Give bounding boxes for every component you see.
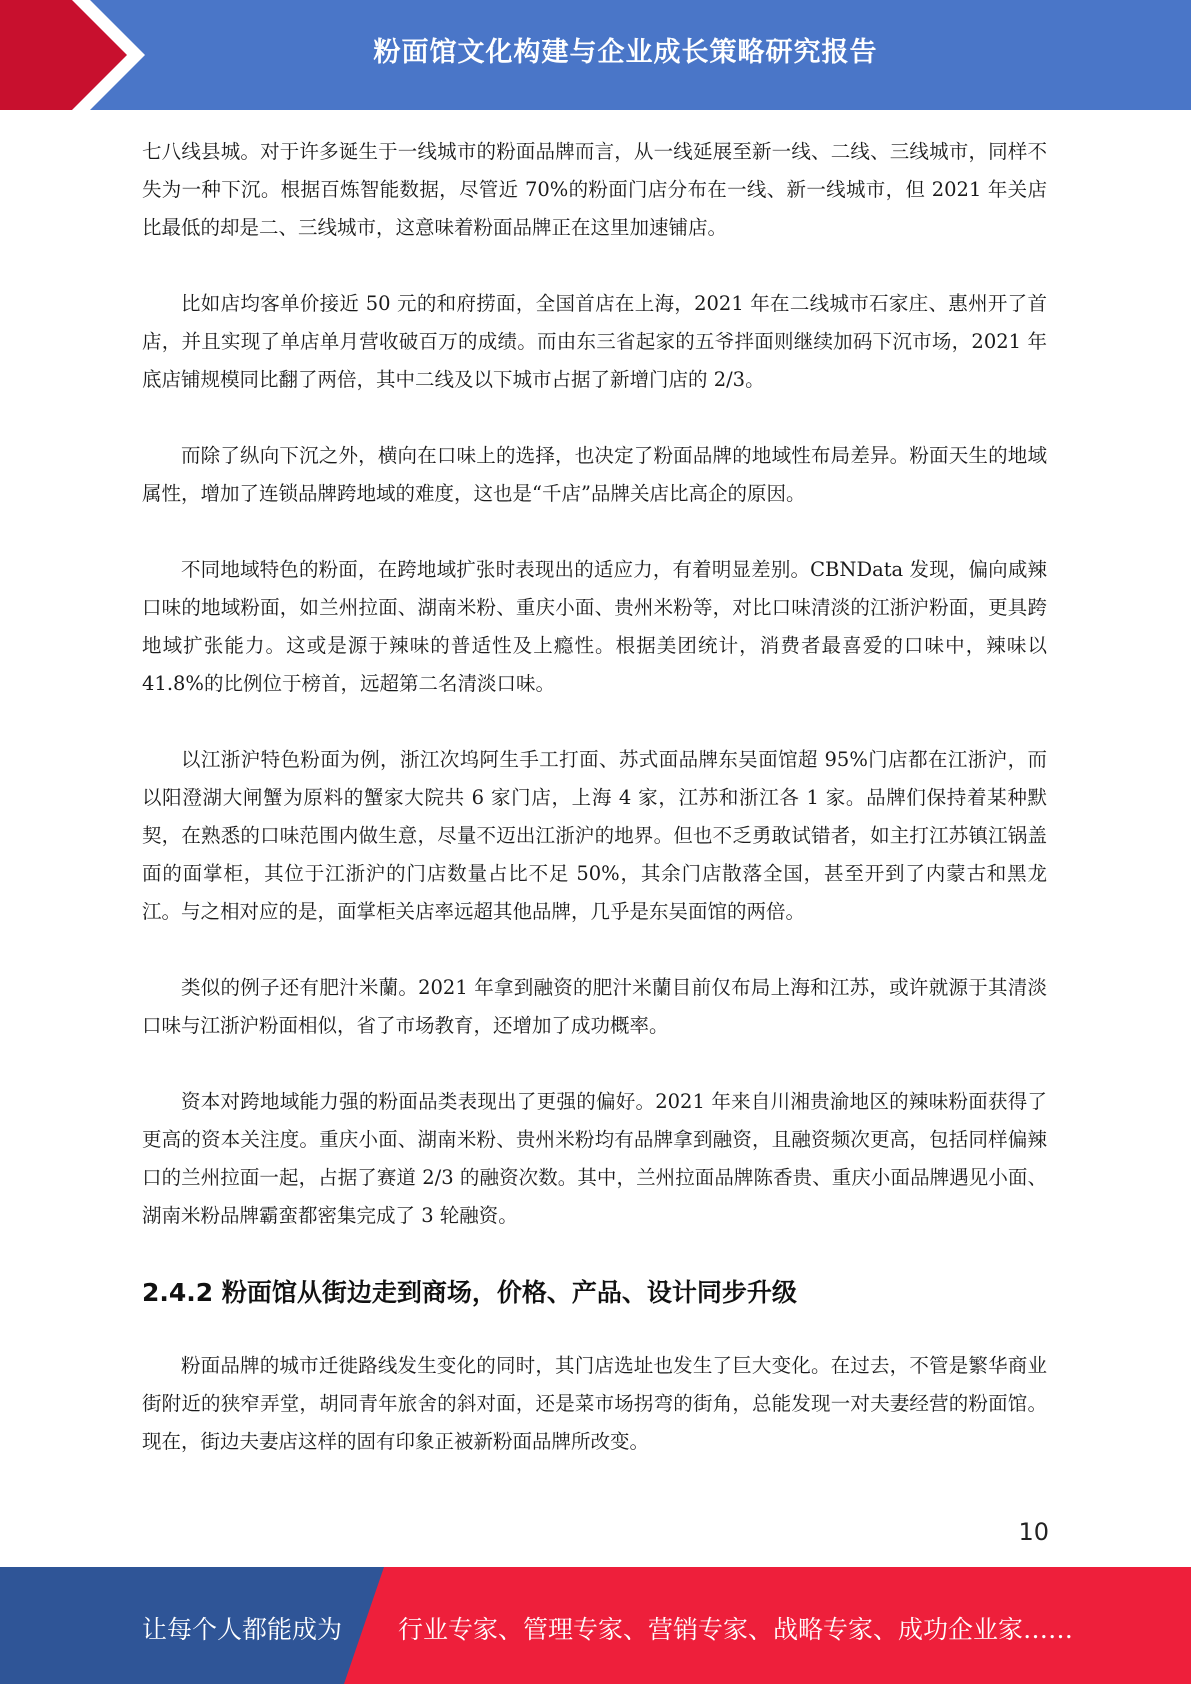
footer-slogan-left: 让每个人都能成为 [142, 1615, 343, 1644]
body-paragraph-1: 七八线县城。对于许多诞生于一线城市的粉面品牌而言，从一线延展至新一线、二线、三线城市，同样不失为一种下沉。根据百炼智能数据，尽管近 70%的粉面门店分布在一线、新一线城市，但 2021 年关店比最低的却是二、三线城市，这意味着粉面品牌正在这里加速铺店。 [142, 140, 1047, 239]
section-paragraph: 粉面品牌的城市迁徙路线发生变化的同时，其门店选址也发生了巨大变化。在过去，不管是繁华商业街附近的狭窄弄堂，胡同青年旅舍的斜对面，还是菜市场拐弯的街角，总能发现一对夫妻经营的粉面馆。现在，街边夫妻店这样的固有印象正被新粉面品牌所改变。 [142, 1354, 1047, 1453]
page-header [0, 0, 1191, 110]
report-body [142, 133, 1047, 1499]
body-paragraph-3: 而除了纵向下沉之外，横向在口味上的选择，也决定了粉面品牌的地域性布局差异。粉面天生的地域属性，增加了连锁品牌跨地域的难度，这也是“千店”品牌关店比高企的原因。 [142, 444, 1047, 505]
page-footer [0, 1567, 1191, 1684]
body-paragraph-2: 比如店均客单价接近 50 元的和府捞面，全国首店在上海，2021 年在二线城市石家庄、惠州开了首店，并且实现了单店单月营收破百万的成绩。而由东三省起家的五爷拌面则继续加码下沉市场，2021 年底店铺规模同比翻了两倍，其中二线及以下城市占据了新增门店的 2/3。 [142, 292, 1047, 391]
body-paragraph-7: 资本对跨地域能力强的粉面品类表现出了更强的偏好。2021 年来自川湘贵渝地区的辣味粉面获得了更高的资本关注度。重庆小面、湖南米粉、贵州米粉均有品牌拿到融资，且融资频次更高，包括同样偏辣口的兰州拉面一起，占据了赛道 2/3 的融资次数。其中，兰州拉面品牌陈香贵、重庆小面品牌遇见小面、湖南米粉品牌霸蛮都密集完成了 3 轮融资。 [142, 1090, 1047, 1227]
section-heading: 2.4.2 粉面馆从街边走到商场，价格、产品、设计同步升级 [142, 1278, 797, 1307]
body-paragraph-5: 以江浙沪特色粉面为例，浙江次坞阿生手工打面、苏式面品牌东吴面馆超 95%门店都在江浙沪，而以阳澄湖大闸蟹为原料的蟹家大院共 6 家门店，上海 4 家，江苏和浙江各 1 家。品牌们保持着某种默契，在熟悉的口味范围内做生意，尽量不迈出江浙沪的地界。但也不乏勇敢试错者，如主打江苏镇江锅盖面的面掌柜，其位于江浙沪的门店数量占比不足 50%，其余门店散落全国，甚至开到了内蒙古和黑龙江。与之相对应的是，面掌柜关店率远超其他品牌，几乎是东吴面馆的两倍。 [142, 748, 1047, 923]
header-title: 粉面馆文化构建与企业成长策略研究报告 [373, 37, 878, 68]
footer-slogan-right: 行业专家、管理专家、营销专家、战略专家、成功企业家…… [398, 1615, 1074, 1644]
body-paragraph-6: 类似的例子还有肥汁米蘭。2021 年拿到融资的肥汁米蘭目前仅布局上海和江苏，或许就源于其清淡口味与江浙沪粉面相似，省了市场教育，还增加了成功概率。 [142, 976, 1047, 1037]
page-number: 10 [1018, 1518, 1049, 1546]
body-paragraph-4: 不同地域特色的粉面，在跨地域扩张时表现出的适应力，有着明显差别。CBNData 发现，偏向咸辣口味的地域粉面，如兰州拉面、湖南米粉、重庆小面、贵州米粉等，对比口味清淡的江浙沪粉面，更具跨地域扩张能力。这或是源于辣味的普适性及上瘾性。根据美团统计，消费者最喜爱的口味中，辣味以 41.8%的比例位于榜首，远超第二名清淡口味。 [142, 558, 1047, 695]
